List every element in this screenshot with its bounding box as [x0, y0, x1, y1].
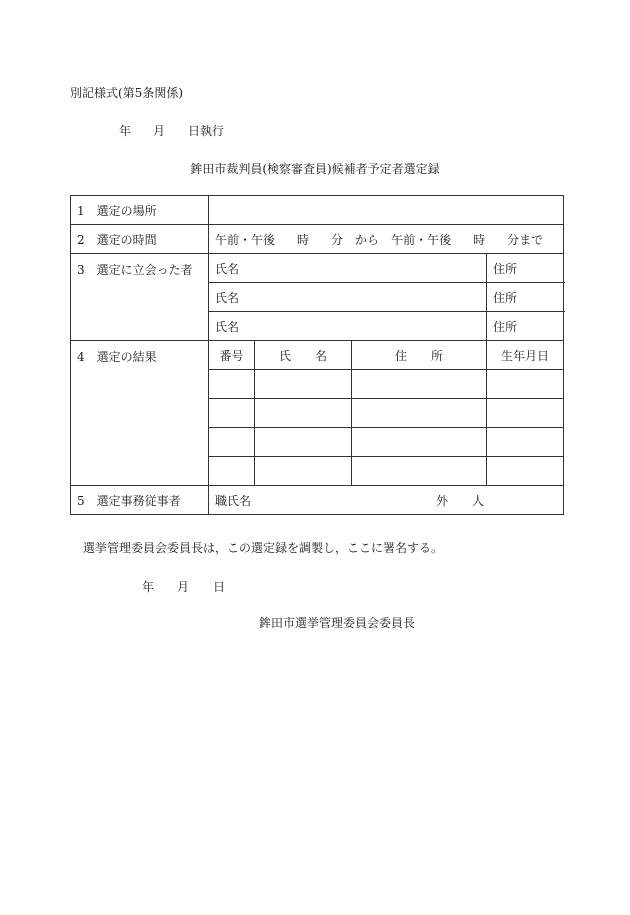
staff-label: 5 選定事務従事者	[71, 486, 209, 515]
witness-name-label: 氏名	[209, 312, 487, 341]
time-ampm-start: 午前・午後	[215, 232, 276, 247]
time-min-start: 分	[331, 232, 344, 247]
time-from: から	[355, 232, 380, 247]
sign-day: 日	[213, 580, 226, 594]
document-title: 鉾田市裁判員(検察審査員)候補者予定者選定録	[190, 162, 440, 176]
witness-address-label: 住所	[487, 283, 564, 312]
signature-date-line	[0, 578, 630, 594]
sign-year: 年	[142, 580, 155, 594]
row-time	[71, 225, 564, 254]
staff-value	[209, 486, 564, 515]
result-header-number: 番号	[209, 341, 255, 370]
time-label: 2 選定の時間	[71, 225, 209, 254]
time-hour-start: 時	[297, 232, 310, 247]
date-day-exec: 日執行	[188, 124, 225, 138]
result-header-address: 住 所	[352, 341, 487, 370]
date-month: 月	[153, 124, 166, 138]
result-header-birth: 生年月日	[487, 341, 564, 370]
time-ampm-end: 午前・午後	[391, 232, 452, 247]
execution-date-line	[0, 122, 630, 138]
witness-address-label: 住所	[487, 312, 564, 341]
closing-statement: 選挙管理委員会委員長は，この選定録を調製し，ここに署名する。	[83, 541, 444, 555]
form-label: 別記様式(第5条関係)	[70, 86, 183, 100]
result-label: 4 選定の結果	[71, 341, 209, 486]
row-staff	[71, 486, 564, 515]
row-place	[71, 196, 564, 225]
time-value	[209, 225, 564, 254]
row-result-header	[71, 341, 564, 370]
place-value	[209, 196, 564, 225]
witness-address-label: 住所	[487, 254, 564, 283]
witness-label: 3 選定に立会った者	[71, 254, 209, 341]
witness-name-label: 氏名	[209, 254, 487, 283]
result-header-name: 氏 名	[255, 341, 352, 370]
time-until: 分まで	[507, 232, 544, 247]
time-hour-end: 時	[473, 232, 486, 247]
signer-title: 鉾田市選挙管理委員会委員長	[259, 616, 416, 630]
staff-title-name: 職氏名	[215, 493, 252, 508]
witness-name-label: 氏名	[209, 283, 487, 312]
staff-others: 外 人	[436, 493, 485, 508]
sign-month: 月	[177, 580, 190, 594]
row-witness-1	[71, 254, 564, 283]
selection-record-table	[70, 195, 564, 515]
place-label: 1 選定の場所	[71, 196, 209, 225]
date-year: 年	[119, 124, 132, 138]
